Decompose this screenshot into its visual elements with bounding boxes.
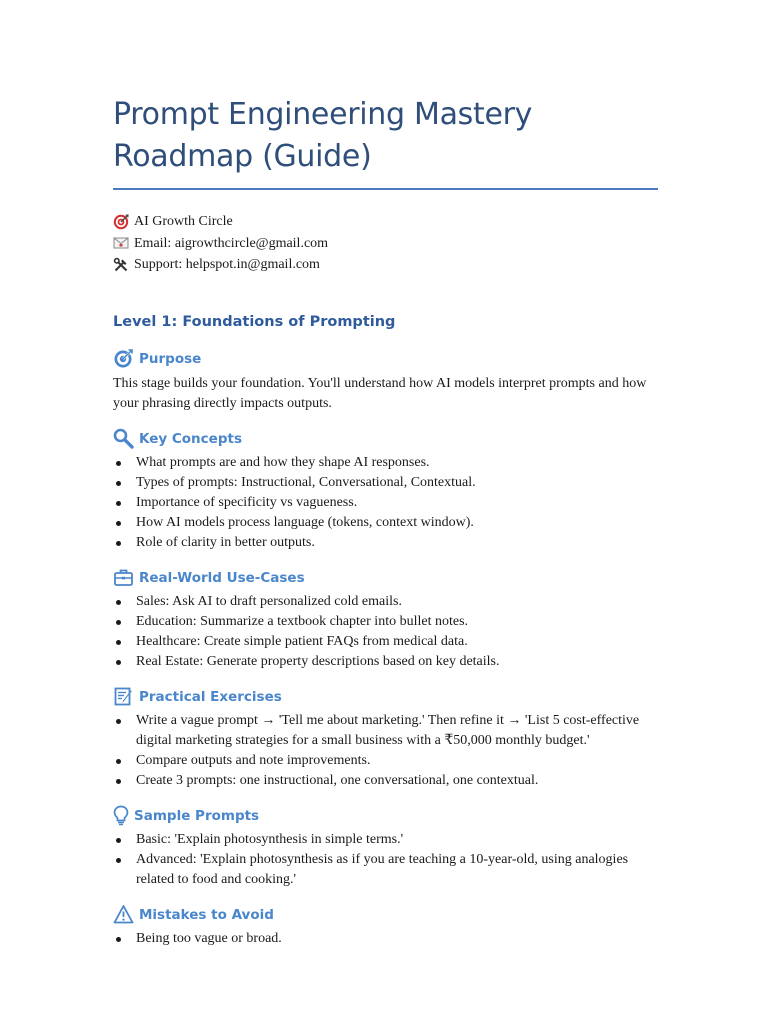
- section-title-key-concepts: Key Concepts: [139, 430, 242, 447]
- notepad-icon: [113, 686, 134, 707]
- section-heading-key-concepts: [113, 428, 658, 450]
- list-item: Compare outputs and note improvements.: [113, 751, 658, 771]
- tools-icon: [113, 257, 129, 273]
- envelope-icon: [113, 235, 129, 251]
- section-title-samples: Sample Prompts: [134, 807, 260, 824]
- list-item: What prompts are and how they shape AI responses.: [113, 453, 658, 473]
- list-item: Real Estate: Generate property descriptions based on key details.: [113, 652, 658, 672]
- list-item: Being too vague or broad.: [113, 929, 658, 949]
- title-divider: [113, 188, 658, 190]
- section-title-purpose: Purpose: [139, 350, 202, 367]
- samples-list: [113, 830, 658, 890]
- document-title: Prompt Engineering Mastery Roadmap (Guide): [113, 97, 533, 174]
- purpose-text: This stage builds your foundation. You'll understand how AI models interpret prompts and how your phrasing directly impacts outputs.: [113, 375, 647, 411]
- list-item: Advanced: 'Explain photosynthesis as if you are teaching a 10-year-old, using analogies related to food and cooking.': [113, 850, 658, 890]
- org-name: AI Growth Circle: [134, 214, 233, 229]
- list-item: Role of clarity in better outputs.: [113, 533, 658, 553]
- target-icon: [113, 348, 134, 369]
- exercises-list: [113, 711, 658, 791]
- target-icon: [113, 214, 129, 230]
- key-concepts-list: [113, 453, 658, 553]
- section-title-use-cases: Real-World Use-Cases: [139, 569, 305, 586]
- warning-icon: [113, 904, 134, 925]
- section-heading-samples: [113, 805, 658, 827]
- mistakes-list: [113, 929, 658, 949]
- list-item: Education: Summarize a textbook chapter into bullet notes.: [113, 612, 658, 632]
- support-text[interactable]: Support: helpspot.in@gmail.com: [134, 257, 320, 272]
- org-line: [113, 211, 658, 233]
- section-title-exercises: Practical Exercises: [139, 688, 282, 705]
- briefcase-icon: [113, 567, 134, 588]
- section-heading-use-cases: [113, 567, 658, 589]
- list-item: How AI models process language (tokens, context window).: [113, 513, 658, 533]
- list-item: Basic: 'Explain photosynthesis in simple terms.': [113, 830, 658, 850]
- list-item: Healthcare: Create simple patient FAQs from medical data.: [113, 632, 658, 652]
- document-page: [113, 0, 658, 949]
- list-item: Types of prompts: Instructional, Conversational, Contextual.: [113, 473, 658, 493]
- lightbulb-icon: [113, 805, 129, 826]
- list-item: Sales: Ask AI to draft personalized cold emails.: [113, 592, 658, 612]
- support-line: [113, 254, 658, 276]
- list-item: Create 3 prompts: one instructional, one conversational, one contextual.: [113, 771, 658, 791]
- section-heading-exercises: [113, 686, 658, 708]
- magnifier-icon: [113, 428, 134, 449]
- email-text[interactable]: Email: aigrowthcircle@gmail.com: [134, 235, 329, 251]
- list-item: Write a vague prompt → 'Tell me about marketing.' Then refine it → 'List 5 cost-effective digital marketing strategies for a small business with a ₹50,000 monthly budget.': [113, 711, 658, 751]
- use-cases-list: [113, 592, 658, 672]
- level-heading: Level 1: Foundations of Prompting: [113, 313, 396, 330]
- email-line: [113, 233, 658, 255]
- section-heading-purpose: [113, 348, 658, 370]
- section-title-mistakes: Mistakes to Avoid: [139, 906, 274, 923]
- section-heading-mistakes: [113, 904, 658, 926]
- list-item: Importance of specificity vs vagueness.: [113, 493, 658, 513]
- contact-block: [113, 211, 658, 276]
